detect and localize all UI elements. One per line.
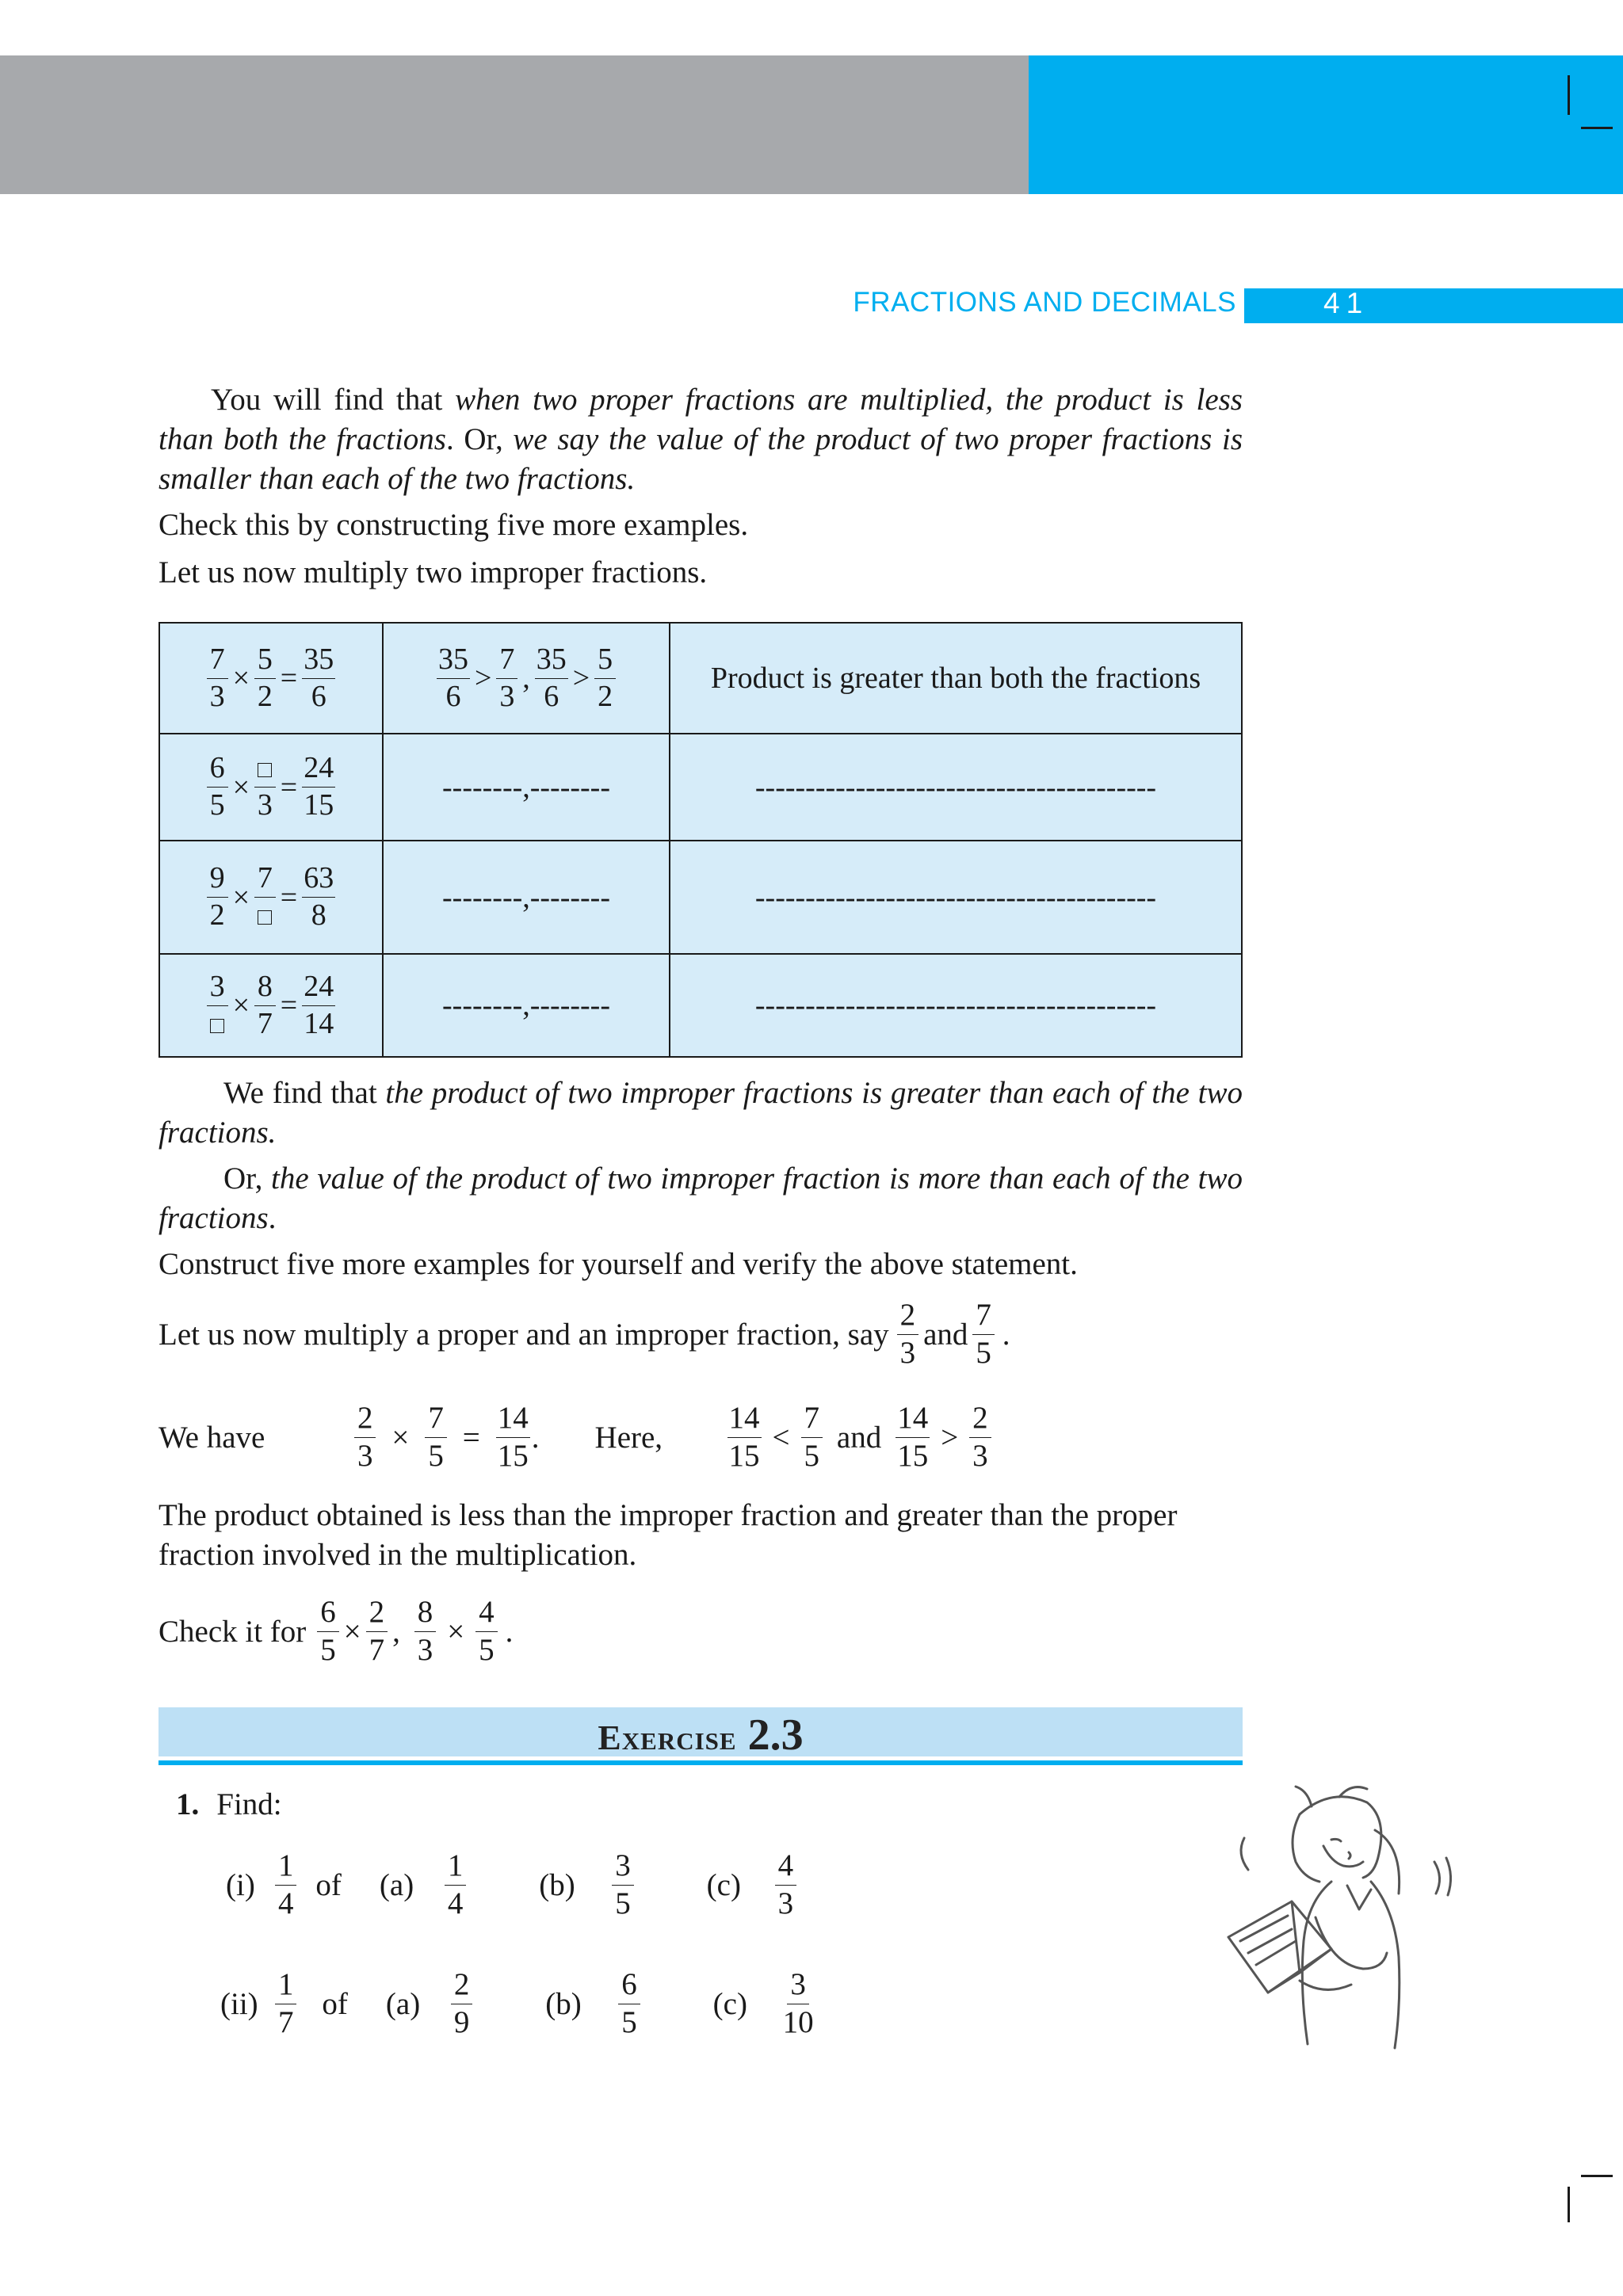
exercise-heading-rule [158, 1760, 1243, 1765]
fraction: $\frac{3}{10}$ [782, 1967, 814, 2039]
table-cell-blank-comparison: --------,-------- [383, 841, 670, 954]
fraction: $\frac{2}{3}$ [354, 1402, 376, 1473]
we-have-line: We have $\frac{2}{3}$ × $\frac{7}{5}$ = $\frac{14}{15}$ . Here, $\frac{14}{15}$ < $\frac{7}{5}$ and $\frac{14}{15}$ > $\frac{2}{3}$ [158, 1402, 1189, 1473]
intro-italic: when two proper fractions are multiplied, the product is less than both the fractions [158, 383, 1243, 456]
check-it-label: Check it for [158, 1614, 307, 1649]
fraction: $\frac{4}{3}$ [775, 1850, 796, 1920]
table-row [159, 734, 1242, 841]
option-label: (c) [712, 1986, 747, 2021]
table-cell-blank-statement: ---------------------------------------- [670, 841, 1242, 954]
findings-italic: the product of two improper fractions is greater than each of the two fractions. [158, 1076, 1243, 1150]
improper-fraction-table [158, 622, 1243, 1058]
intro-improper: Let us now multiply two improper fractions. [158, 555, 708, 589]
crop-mark [1568, 75, 1570, 115]
fraction: $\frac{14}{15}$ [897, 1401, 929, 1473]
fraction: $\frac{14}{15}$ [728, 1401, 760, 1473]
page-number: 41 [1323, 287, 1369, 319]
fraction: $\frac{7}{5}$ [425, 1402, 446, 1473]
fraction: $\frac{2}{3}$ [897, 1299, 918, 1370]
intro-paragraph [158, 380, 1243, 593]
intro-text: . Or, [445, 422, 514, 456]
we-have-label: We have [158, 1420, 265, 1455]
option-label: (b) [539, 1867, 575, 1902]
crop-mark [1581, 2175, 1613, 2177]
exercise-title-number: 2.3 [747, 1711, 804, 1760]
crop-mark [1581, 127, 1613, 129]
question-part-ii [220, 1969, 817, 2039]
findings-text: . [268, 1201, 277, 1235]
exercise-title-word: Exercise [598, 1718, 737, 1757]
fraction: $\frac{7}{5}$ [972, 1299, 994, 1370]
fraction: $\frac{1}{4}$ [275, 1850, 296, 1920]
blank-box [258, 910, 272, 925]
of-text: of [322, 1986, 348, 2021]
intro-check: Check this by constructing five more examples. [158, 508, 749, 542]
girl-reading-illustration [1212, 1783, 1466, 2052]
construct-text: Construct five more examples for yourself and verify the above statement. [158, 1247, 1078, 1281]
findings-text: We find that [223, 1076, 386, 1110]
here-label: Here, [594, 1420, 663, 1455]
fraction: $\frac{1}{4}$ [445, 1850, 466, 1920]
page-number-box [1244, 288, 1623, 323]
proper-improper-line: Let us now multiply a proper and an improper fraction, say $\frac{2}{3}$ and $\frac{7}{5}$ . [158, 1298, 1010, 1370]
header-band-blue [1029, 55, 1623, 194]
question-text: Find: [216, 1787, 282, 1821]
option-label: (b) [545, 1986, 582, 2021]
chapter-title: FRACTIONS AND DECIMALS [853, 287, 1236, 318]
table-cell-product: $\frac{7}{3}$ × $\frac{5}{2}$ = $\frac{35}{6}$ [159, 623, 383, 734]
fraction: $\frac{1}{7}$ [275, 1969, 296, 2039]
fraction: $\frac{2}{7}$ [366, 1596, 388, 1667]
blank-box [210, 1019, 224, 1033]
blank-box [258, 763, 272, 777]
exercise-heading [158, 1710, 1243, 1760]
table-cell-blank-comparison: --------,-------- [383, 954, 670, 1057]
table-cell-blank-comparison: --------,-------- [383, 734, 670, 841]
table-cell-statement: Product is greater than both the fractions [670, 623, 1242, 734]
table-cell-product: $\frac{6}{5}$ × 3 = $\frac{24}{15}$ [159, 734, 383, 841]
part-label: (ii) [220, 1986, 258, 2021]
question-part-i [226, 1850, 798, 1920]
fraction: $\frac{6}{5}$ [317, 1596, 338, 1667]
question-number: 1. [176, 1787, 200, 1821]
header-band-grey [0, 55, 1029, 194]
and-text: and [923, 1317, 968, 1352]
crop-mark [1568, 2187, 1570, 2222]
option-label: (a) [379, 1867, 414, 1902]
question-1 [176, 1787, 282, 1822]
table-cell-product: $\frac{9}{2}$ × 7 = $\frac{63}{8}$ [159, 841, 383, 954]
table-row [159, 841, 1242, 954]
fraction: $\frac{14}{15}$ [497, 1401, 529, 1473]
fraction: $\frac{2}{3}$ [969, 1402, 991, 1473]
findings-text: Or, [223, 1161, 272, 1196]
of-text: of [315, 1867, 342, 1902]
fraction: $\frac{7}{5}$ [801, 1402, 823, 1473]
proper-improper-text: Let us now multiply a proper and an improper fraction, say [158, 1317, 889, 1352]
option-label: (a) [385, 1986, 421, 2021]
fraction: $\frac{4}{5}$ [475, 1596, 497, 1667]
fraction: $\frac{3}{5}$ [612, 1850, 633, 1920]
improper-findings [158, 1074, 1243, 1284]
fraction: $\frac{2}{9}$ [451, 1969, 472, 2039]
table-cell-blank-statement: ---------------------------------------- [670, 954, 1242, 1057]
fraction: $\frac{8}{3}$ [414, 1596, 436, 1667]
findings-italic: the value of the product of two improper fraction is more than each of the two fractions [158, 1161, 1243, 1235]
table-row [159, 954, 1242, 1057]
table-cell-blank-statement: ---------------------------------------- [670, 734, 1242, 841]
option-label: (c) [706, 1867, 741, 1902]
and-text: and [836, 1420, 882, 1455]
intro-text: You will find that [211, 383, 456, 417]
table-cell-product: 3 × $\frac{8}{7}$ = $\frac{24}{14}$ [159, 954, 383, 1057]
fraction: $\frac{6}{5}$ [618, 1969, 640, 2039]
part-label: (i) [226, 1867, 255, 1902]
table-cell-comparison: $\frac{35}{6}$ > $\frac{7}{3}$ , $\frac{35}{6}$ > $\frac{5}{2}$ [383, 623, 670, 734]
table-row [159, 623, 1242, 734]
intro-italic: we say the value of the product of two proper fractions is smaller than each of the two fractions. [158, 422, 1243, 496]
check-it-line: Check it for $\frac{6}{5}$ × $\frac{2}{7}$ , $\frac{8}{3}$ × $\frac{4}{5}$ . [158, 1595, 514, 1667]
conclusion-paragraph: The product obtained is less than the improper fraction and greater than the proper fraction involved in the multiplication. [158, 1498, 1178, 1572]
